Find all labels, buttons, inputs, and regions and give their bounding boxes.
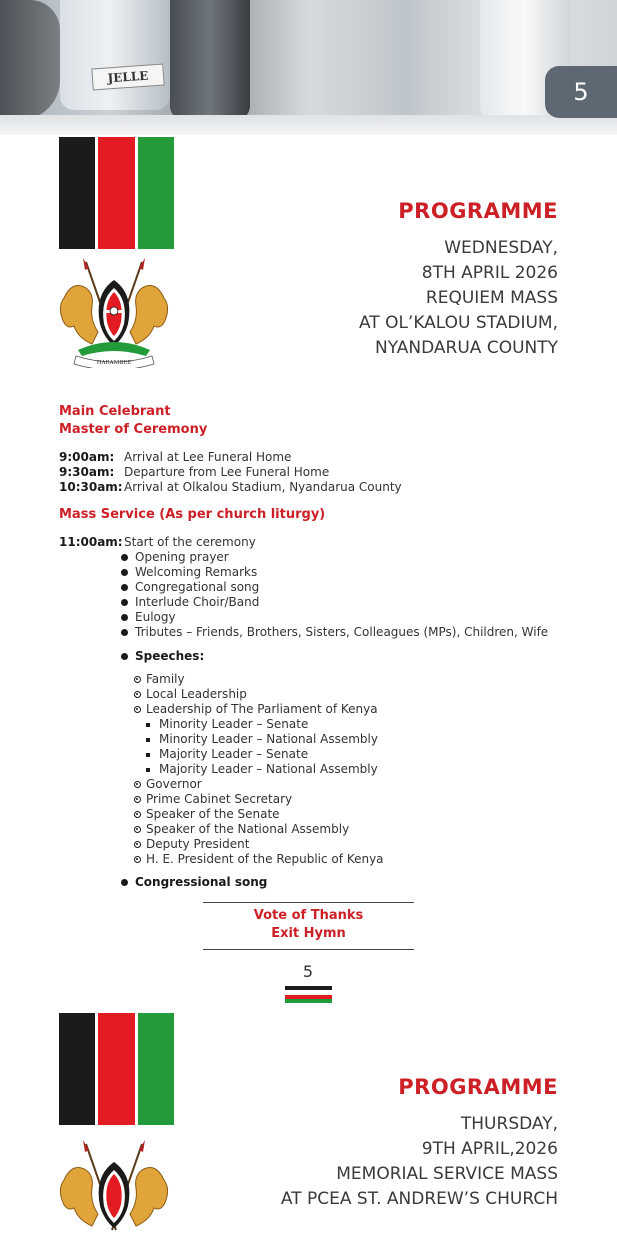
bullet-icon [121,554,128,561]
page-badge: 5 [545,66,617,118]
list-item [121,565,548,580]
photo-dark-bottle [170,0,250,120]
list-item-text: Welcoming Remarks [135,565,258,579]
ceremony-items-list [121,550,548,640]
list-item [134,792,384,807]
divider-bottom [203,949,414,950]
schedule-text: Arrival at Lee Funeral Home [124,450,292,464]
mass-service-label: Mass Service (As per church liturgy) [59,507,326,522]
list-item-text: Speaker of the Senate [146,807,280,821]
list-item [134,732,384,747]
square-bullet-icon [146,738,150,742]
list-item [134,672,384,687]
list-item [134,762,384,777]
schedule-row [59,535,256,550]
ring-bullet-icon [134,856,141,863]
closing-block [203,907,414,943]
schedule-text: Start of the ceremony [124,535,256,549]
emblem-motto: HARAMBEE [96,360,132,366]
list-item [134,837,384,852]
bottle-label: JELLE [91,64,164,91]
list-item [121,595,548,610]
subtitle-line: AT OL’KALOU STADIUM, [358,313,558,333]
coat-of-arms-emblem [56,1140,172,1250]
main-celebrant-label: Main Celebrant [59,404,171,419]
list-item-text: Local Leadership [146,687,247,701]
list-item-text: H. E. President of the Republic of Kenya [146,852,384,866]
ring-bullet-icon [134,841,141,848]
programme-title: PROGRAMME [398,199,558,223]
mini-kenya-flag [285,986,332,1002]
flag-bar-black [59,1013,95,1125]
ring-bullet-icon [134,676,141,683]
subtitle-line: NYANDARUA COUNTY [374,338,558,358]
list-item-text: Majority Leader – Senate [159,747,309,761]
square-bullet-icon [146,768,150,772]
list-item-text: Congregational song [135,580,260,594]
list-item [121,625,548,640]
programme-subtitle [238,236,558,361]
schedule-time: 11:00am: [59,535,123,549]
list-item [134,852,384,867]
congressional-song-item [121,875,267,889]
schedule-row [59,465,402,480]
list-item [134,777,384,792]
square-bullet-icon [146,753,150,757]
flag-bar-red [98,1013,134,1125]
list-item [134,702,384,717]
bullet-icon [121,879,128,886]
schedule-time: 10:30am: [59,480,123,494]
list-item-text: Deputy President [146,837,250,851]
photo-table [0,115,617,135]
subtitle-line: WEDNESDAY, [444,238,558,258]
schedule-text: Arrival at Olkalou Stadium, Nyandarua County [124,480,402,494]
list-item-text: Leadership of The Parliament of Kenya [146,702,378,716]
speeches-heading [121,649,204,663]
subtitle-line: 9TH APRIL,2026 [421,1139,558,1159]
header-photo [0,0,617,135]
flag-bars [59,137,174,249]
page-number: 5 [302,962,314,981]
list-item-text: Majority Leader – National Assembly [159,762,378,776]
list-item [134,747,384,762]
speeches-label: Speeches: [135,649,205,663]
ceremony-start [59,535,256,550]
list-item [121,550,548,565]
flag-bar-black [59,137,95,249]
mini-flag-green [285,999,332,1003]
ring-bullet-icon [134,811,141,818]
ring-bullet-icon [134,796,141,803]
photo-glass-bottle [60,0,170,110]
list-item-text: Opening prayer [135,550,229,564]
subtitle-line: REQUIEM MASS [425,288,558,308]
bullet-icon [121,599,128,606]
list-item [121,610,548,625]
schedule-time: 9:30am: [59,465,115,479]
list-item-text: Governor [146,777,202,791]
flag-bar-green [138,137,174,249]
list-item-text: Tributes – Friends, Brothers, Sisters, Colleagues (MPs), Children, Wife [135,625,549,639]
schedule-text: Departure from Lee Funeral Home [124,465,330,479]
list-item [121,580,548,595]
ring-bullet-icon [134,826,141,833]
subtitle-line: 8TH APRIL 2026 [421,263,558,283]
schedule-row [59,480,402,495]
list-item-text: Minority Leader – Senate [159,717,309,731]
list-item-text: Interlude Choir/Band [135,595,260,609]
ring-bullet-icon [134,781,141,788]
bullet-icon [121,629,128,636]
flag-bar-green [138,1013,174,1125]
congressional-song-label: Congressional song [135,875,268,889]
list-item-text: Family [146,672,185,686]
bullet-icon [121,653,128,660]
schedule-time: 9:00am: [59,450,115,464]
bullet-icon [121,584,128,591]
flag-bars [59,1013,174,1125]
master-of-ceremony-label: Master of Ceremony [59,422,208,437]
subtitle-line: MEMORIAL SERVICE MASS [336,1164,558,1184]
vote-of-thanks: Vote of Thanks [253,908,364,923]
list-item [134,822,384,837]
list-item-text: Prime Cabinet Secretary [146,792,293,806]
arrival-schedule [59,450,402,495]
exit-hymn: Exit Hymn [271,926,346,941]
coat-of-arms-emblem [56,258,172,368]
schedule-row [59,450,402,465]
list-item-text: Speaker of the National Assembly [146,822,350,836]
flag-bar-red [98,137,134,249]
speeches-list [134,672,384,867]
square-bullet-icon [146,723,150,727]
photo-hand [0,0,60,120]
list-item [134,807,384,822]
list-item [134,687,384,702]
list-item-text: Eulogy [135,610,176,624]
ring-bullet-icon [134,691,141,698]
bullet-icon [121,569,128,576]
programme-title: PROGRAMME [398,1075,558,1099]
bullet-icon [121,614,128,621]
subtitle-line: THURSDAY, [460,1114,558,1134]
programme-subtitle [198,1112,558,1212]
ring-bullet-icon [134,706,141,713]
divider-top [203,902,414,903]
list-item [134,717,384,732]
subtitle-line: AT PCEA ST. ANDREW’S CHURCH [280,1189,558,1209]
list-item-text: Minority Leader – National Assembly [159,732,378,746]
